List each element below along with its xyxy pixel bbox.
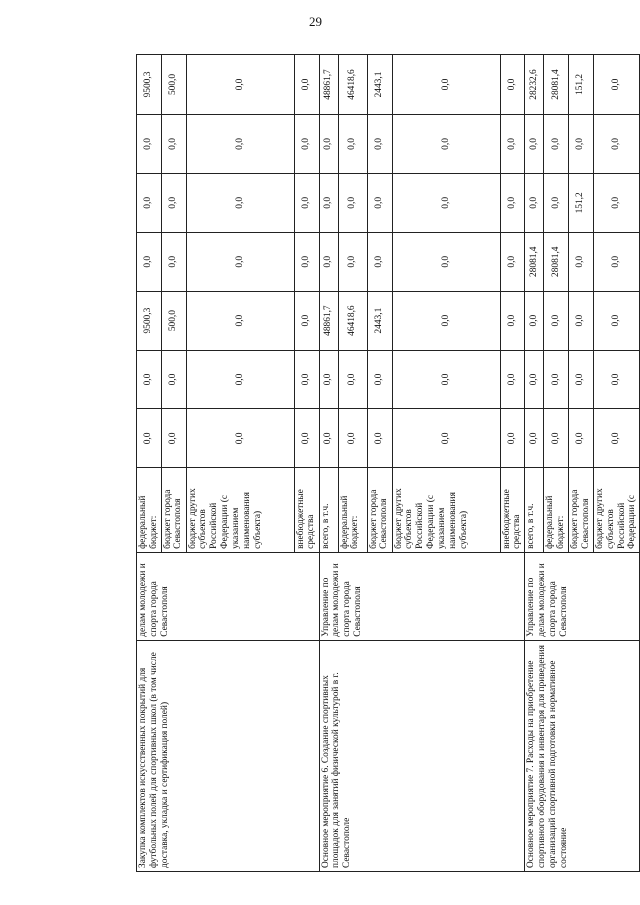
value-cell: 0,0 <box>161 173 186 232</box>
value-cell: 0,0 <box>319 350 338 409</box>
value-cell: 0,0 <box>392 409 500 468</box>
value-cell: 151,2 <box>568 173 593 232</box>
value-cell: 0,0 <box>367 232 392 291</box>
value-cell: 0,0 <box>186 173 294 232</box>
funding-source-cell: бюджет других субъектов Российской Федерации (с указанием наименования субъекта) <box>186 468 294 553</box>
activity-name-cell: Основное мероприятие 6. Создание спортивных площадок для занятий физической культурой в г. Севастополе <box>319 640 525 871</box>
value-cell: 0,0 <box>525 350 544 409</box>
total-cell: 9500,3 <box>137 55 162 115</box>
value-cell: 0,0 <box>500 232 525 291</box>
funding-source-cell: всего, в т.ч. <box>525 468 544 553</box>
value-cell: 9500,3 <box>137 291 162 350</box>
value-cell: 0,0 <box>544 291 569 350</box>
funding-source-cell: федеральный бюджет: <box>544 468 569 553</box>
value-cell: 0,0 <box>338 350 367 409</box>
value-cell: 0,0 <box>161 115 186 174</box>
value-cell: 0,0 <box>544 409 569 468</box>
executor-cell: Управление по делам молодежи и спорта города Севастополя <box>525 552 640 640</box>
value-cell: 0,0 <box>568 409 593 468</box>
funding-source-cell: бюджет других субъектов Российской Федерации (с указанием наименования субъекта) <box>392 468 500 553</box>
funding-source-cell: всего, в т.ч. <box>319 468 338 553</box>
value-cell: 0,0 <box>525 115 544 174</box>
value-cell: 0,0 <box>338 115 367 174</box>
total-cell: 0,0 <box>294 55 319 115</box>
value-cell: 0,0 <box>392 115 500 174</box>
value-cell: 0,0 <box>593 409 639 468</box>
value-cell: 0,0 <box>525 291 544 350</box>
value-cell: 0,0 <box>319 409 338 468</box>
value-cell: 0,0 <box>500 350 525 409</box>
value-cell: 0,0 <box>338 409 367 468</box>
value-cell: 0,0 <box>593 291 639 350</box>
activity-name-cell: Закупка комплектов искусственных покрытий для футбольных полей для спортивных школ (в том числе доставка, укладка и сертификация полей) <box>137 640 320 871</box>
value-cell: 0,0 <box>593 115 639 174</box>
funding-source-cell: бюджет других субъектов Российской Федерации (с <box>593 468 639 553</box>
value-cell: 0,0 <box>544 173 569 232</box>
value-cell: 0,0 <box>500 409 525 468</box>
total-cell: 28081,4 <box>544 55 569 115</box>
value-cell: 0,0 <box>367 350 392 409</box>
value-cell: 0,0 <box>367 409 392 468</box>
total-cell: 0,0 <box>392 55 500 115</box>
value-cell: 48861,7 <box>319 291 338 350</box>
value-cell: 0,0 <box>593 350 639 409</box>
value-cell: 0,0 <box>294 350 319 409</box>
executor-cell: делам молодежи и спорта города Севастополя <box>137 552 320 640</box>
total-cell: 28232,6 <box>525 55 544 115</box>
value-cell: 0,0 <box>593 173 639 232</box>
value-cell: 0,0 <box>186 115 294 174</box>
value-cell: 0,0 <box>593 232 639 291</box>
value-cell: 0,0 <box>137 350 162 409</box>
table-row <box>137 55 162 872</box>
total-cell: 0,0 <box>500 55 525 115</box>
activity-name-cell: Основное мероприятие 7. Расходы на приобретение спортивного оборудования и инвентаря для приведения организаций спортивной подготовки в нормативное состояние <box>525 640 640 871</box>
funding-source-cell: бюджет города Севастополя <box>568 468 593 553</box>
value-cell: 0,0 <box>544 115 569 174</box>
value-cell: 2443,1 <box>367 291 392 350</box>
value-cell: 0,0 <box>568 291 593 350</box>
total-cell: 46418,6 <box>338 55 367 115</box>
funding-source-cell: внебюджетные средства <box>294 468 319 553</box>
total-cell: 0,0 <box>593 55 639 115</box>
value-cell: 0,0 <box>319 173 338 232</box>
value-cell: 0,0 <box>294 115 319 174</box>
value-cell: 0,0 <box>137 232 162 291</box>
value-cell: 28081,4 <box>544 232 569 291</box>
total-cell: 0,0 <box>186 55 294 115</box>
executor-cell: Управление по делам молодежи и спорта города Севастополя <box>319 552 525 640</box>
value-cell: 0,0 <box>525 173 544 232</box>
value-cell: 0,0 <box>137 409 162 468</box>
value-cell: 0,0 <box>500 115 525 174</box>
value-cell: 0,0 <box>500 291 525 350</box>
value-cell: 0,0 <box>161 409 186 468</box>
budget-table <box>136 54 640 872</box>
value-cell: 0,0 <box>294 409 319 468</box>
value-cell: 0,0 <box>137 173 162 232</box>
total-cell: 151,2 <box>568 55 593 115</box>
funding-source-cell: бюджет города Севастополя <box>367 468 392 553</box>
value-cell: 0,0 <box>294 232 319 291</box>
value-cell: 0,0 <box>500 173 525 232</box>
value-cell: 0,0 <box>161 350 186 409</box>
value-cell: 46418,6 <box>338 291 367 350</box>
value-cell: 0,0 <box>338 173 367 232</box>
value-cell: 0,0 <box>392 291 500 350</box>
value-cell: 0,0 <box>568 115 593 174</box>
funding-source-cell: внебюджетные средства <box>500 468 525 553</box>
value-cell: 0,0 <box>392 350 500 409</box>
total-cell: 48861,7 <box>319 55 338 115</box>
value-cell: 0,0 <box>338 232 367 291</box>
value-cell: 0,0 <box>294 173 319 232</box>
value-cell: 0,0 <box>568 350 593 409</box>
value-cell: 0,0 <box>367 115 392 174</box>
value-cell: 28081,4 <box>525 232 544 291</box>
total-cell: 2443,1 <box>367 55 392 115</box>
value-cell: 0,0 <box>186 409 294 468</box>
page-number: 29 <box>309 14 322 29</box>
value-cell: 0,0 <box>319 115 338 174</box>
value-cell: 0,0 <box>568 232 593 291</box>
table-row <box>525 55 544 872</box>
value-cell: 0,0 <box>392 232 500 291</box>
value-cell: 0,0 <box>319 232 338 291</box>
value-cell: 0,0 <box>392 173 500 232</box>
value-cell: 0,0 <box>367 173 392 232</box>
funding-source-cell: федеральный бюджет: <box>338 468 367 553</box>
value-cell: 0,0 <box>137 115 162 174</box>
value-cell: 0,0 <box>525 409 544 468</box>
table-row <box>319 55 338 872</box>
value-cell: 0,0 <box>186 291 294 350</box>
value-cell: 0,0 <box>186 350 294 409</box>
value-cell: 0,0 <box>186 232 294 291</box>
total-cell: 500,0 <box>161 55 186 115</box>
value-cell: 0,0 <box>161 232 186 291</box>
value-cell: 500,0 <box>161 291 186 350</box>
funding-source-cell: бюджет города Севастополя <box>161 468 186 553</box>
funding-source-cell: федеральный бюджет: <box>137 468 162 553</box>
value-cell: 0,0 <box>294 291 319 350</box>
value-cell: 0,0 <box>544 350 569 409</box>
rotated-table-wrapper <box>136 54 638 872</box>
